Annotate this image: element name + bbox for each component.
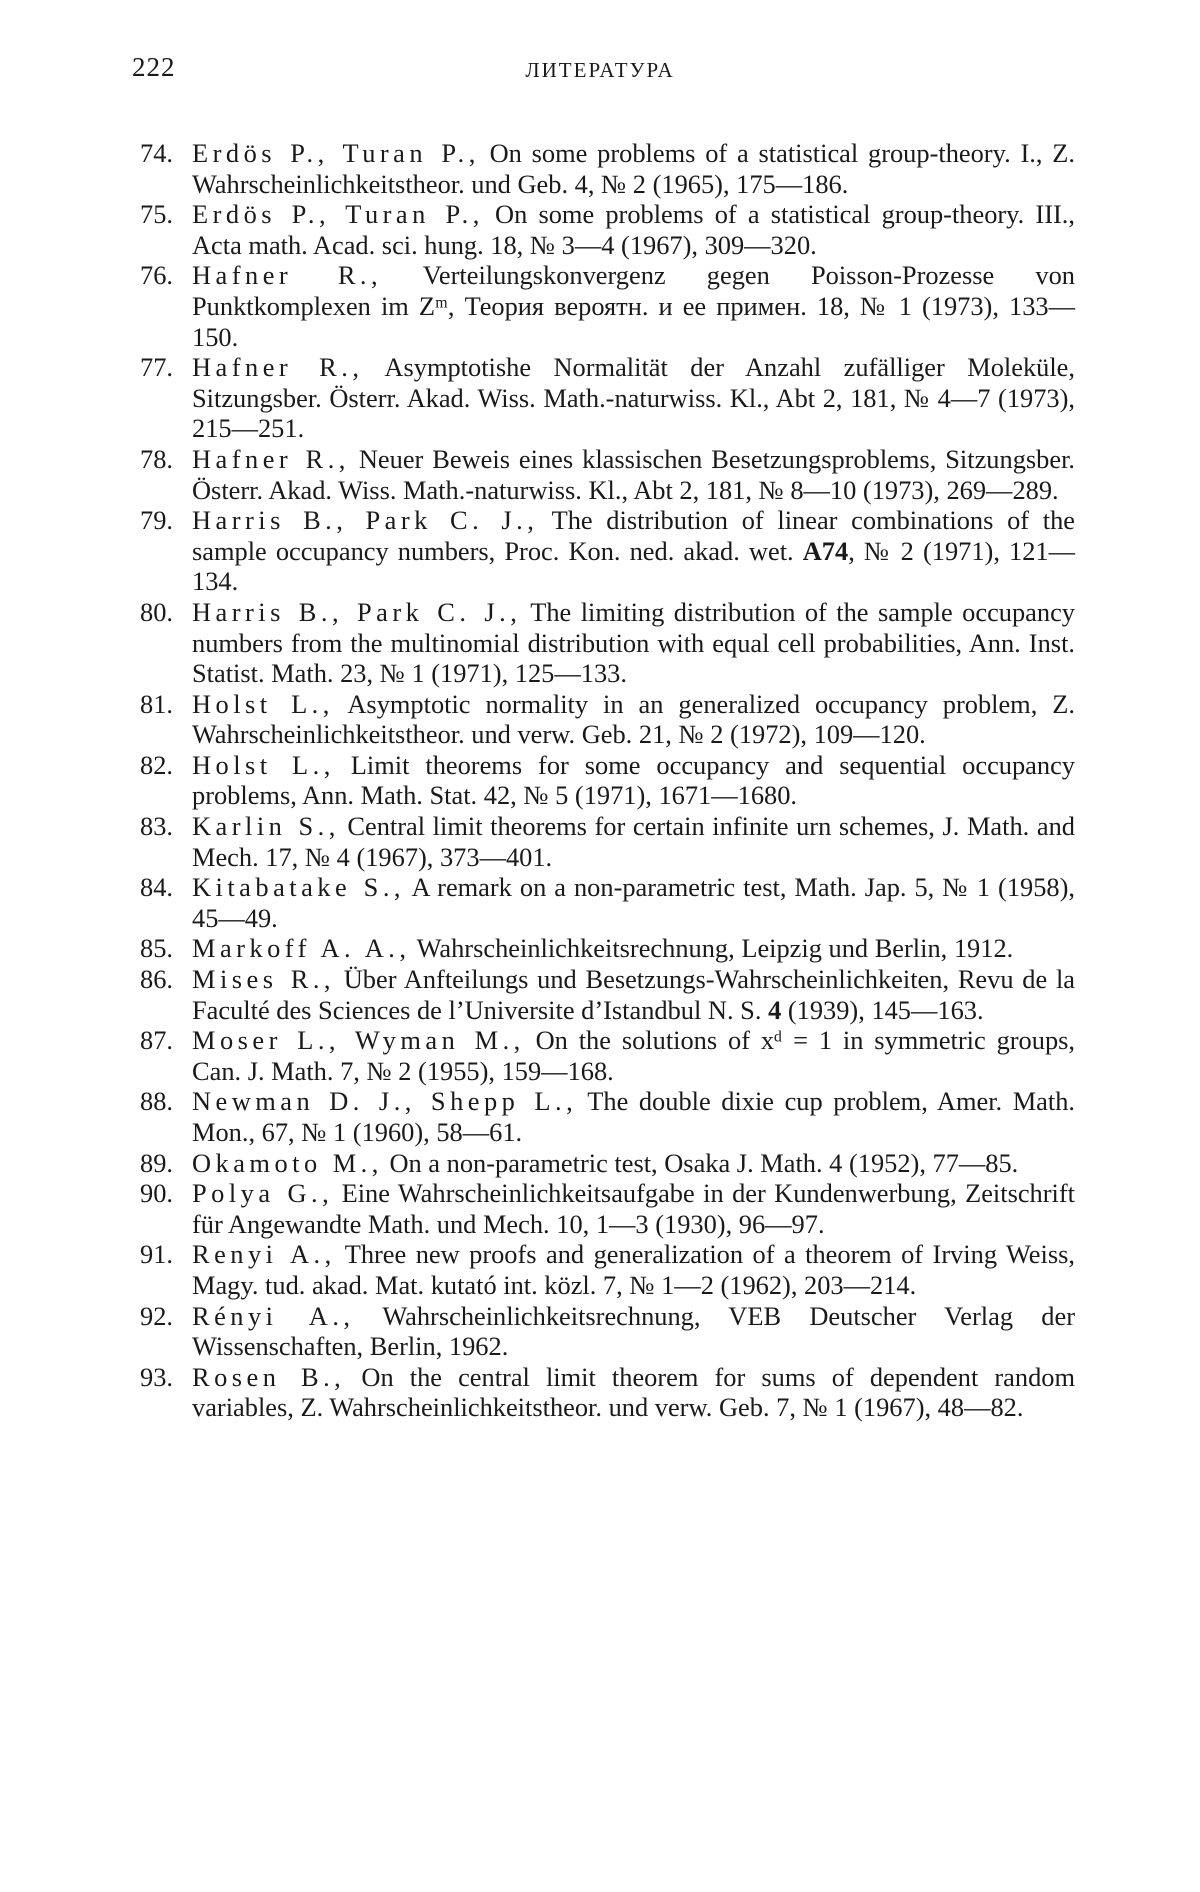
reference-volume: A74 (802, 535, 849, 566)
page-header (130, 52, 1070, 92)
reference-text: Asymptotic normality in an generalized occupancy problem, Z. Wahrscheinlichkeitstheor. und verw. Geb. 21, № 2 (1972), 109—120. (192, 688, 1075, 750)
running-title: ЛИТЕРАТУРА (525, 58, 675, 82)
reference-number: 89. (140, 1147, 173, 1178)
reference-number: 93. (140, 1361, 173, 1392)
reference-item (140, 811, 1075, 872)
reference-number: 76. (140, 260, 173, 291)
reference-authors: Hafner R., (192, 260, 383, 291)
reference-text: Wahrscheinlichkeitsrechnung, Leipzig und Berlin, 1912. (410, 933, 1014, 964)
reference-text: , № 2 (1971), 121—134. (192, 535, 1076, 597)
reference-authors: Rényi A., (192, 1300, 355, 1331)
reference-volume: 4 (768, 994, 782, 1025)
reference-authors: Okamoto M., (192, 1147, 383, 1178)
reference-authors: Rosen B., (192, 1361, 346, 1392)
reference-text: Eine Wahrscheinlichkeitsaufgabe in der Kundenwerbung, Zeitschrift für Angewandte Math. und Mech. 10, 1—3 (1930), 96—97. (192, 1178, 1075, 1239)
reference-number: 75. (140, 199, 173, 230)
reference-text: Über Anfteilungs und Besetzungs-Wahrscheinlichkeiten, Revu de la Faculté des Sciences de l’Universite d’Istandbul N. S. (192, 964, 1075, 1025)
reference-list (140, 138, 1075, 1423)
reference-number: 74. (140, 138, 173, 168)
reference-item (140, 505, 1075, 597)
reference-text: Neuer Beweis eines klassischen Besetzungsproblems, Sitzungsber. Österr. Akad. Wiss. Math.-naturwiss. Kl., Abt 2, 181, № 8—10 (1973), 269—289. (192, 443, 1075, 505)
reference-item (140, 138, 1075, 199)
reference-text: On some problems of a statistical group-theory. III., Acta math. Acad. sci. hung. 18, № 3—4 (1967), 309—320. (192, 199, 1075, 260)
reference-item (140, 1025, 1075, 1086)
reference-item (140, 872, 1075, 933)
reference-item (140, 260, 1075, 352)
reference-authors: Markoff A. A., (192, 933, 411, 964)
reference-item (140, 1301, 1075, 1362)
reference-item (140, 1178, 1075, 1239)
reference-text: Asymptotishe Normalität der Anzahl zufälliger Moleküle, Sitzungsber. Österr. Akad. Wiss. Math.-naturwiss. Kl., Abt 2, 181, № 4—7 (1973), 215—251. (192, 352, 1075, 444)
reference-item (140, 689, 1075, 750)
reference-authors: Holst L., (192, 688, 334, 719)
reference-text: (1939), 145—163. (781, 994, 984, 1025)
reference-number: 92. (140, 1300, 173, 1331)
reference-text: Three new proofs and generalization of a theorem of Irving Weiss, Magy. tud. akad. Mat. kutató int. közl. 7, № 1—2 (1962), 203—214. (192, 1239, 1075, 1300)
reference-number: 81. (140, 688, 173, 719)
reference-item (140, 1362, 1075, 1423)
reference-authors: Renyi A., (192, 1239, 336, 1270)
reference-authors: Hafner R., (192, 352, 364, 383)
reference-authors: Mises R., (192, 964, 335, 995)
reference-text: On the solutions of xᵈ = 1 in symmetric groups, Can. J. Math. 7, № 2 (1955), 159—168. (192, 1025, 1076, 1086)
reference-item (140, 199, 1075, 260)
reference-text: Wahrscheinlichkeitsrechnung, VEB Deutscher Verlag der Wissenschaften, Berlin, 1962. (192, 1300, 1076, 1362)
reference-text: The distribution of linear combinations of the sample occupancy numbers, Proc. Kon. ned. akad. wet. (192, 505, 1075, 566)
reference-item (140, 352, 1075, 444)
reference-authors: Moser L., Wyman M., (192, 1025, 525, 1056)
reference-number: 79. (140, 505, 173, 536)
reference-text: The limiting distribution of the sample occupancy numbers from the multinomial distribution with equal cell probabilities, Ann. Inst. Statist. Math. 23, № 1 (1971), 125—133. (192, 596, 1075, 689)
reference-number: 77. (140, 352, 173, 383)
reference-text: On a non-parametric test, Osaka J. Math. 4 (1952), 77—85. (382, 1147, 1019, 1178)
reference-item (140, 1239, 1075, 1300)
reference-authors: Newman D. J., Shepp L., (192, 1086, 578, 1117)
reference-item (140, 1086, 1075, 1147)
reference-item (140, 964, 1075, 1025)
reference-authors: Erdös P., Turan P., (192, 199, 484, 230)
reference-text: A remark on a non-parametric test, Math. Jap. 5, № 1 (1958), 45—49. (192, 872, 1075, 933)
reference-number: 85. (140, 933, 173, 964)
reference-authors: Kitabatake S., (192, 872, 406, 903)
reference-number: 91. (140, 1239, 173, 1270)
reference-text: Central limit theorems for certain infinite urn schemes, J. Math. and Mech. 17, № 4 (1967), 373—401. (192, 811, 1075, 872)
reference-authors: Harris B., Park C. J., (192, 505, 539, 536)
reference-number: 88. (140, 1086, 173, 1117)
reference-text: On the central limit theorem for sums of dependent random variables, Z. Wahrscheinlichkeitstheor. und verw. Geb. 7, № 1 (1967), 48—82. (192, 1361, 1076, 1423)
reference-authors: Polya G., (192, 1178, 334, 1209)
reference-authors: Holst L., (192, 749, 335, 780)
reference-number: 87. (140, 1025, 173, 1056)
page-number: 222 (132, 52, 176, 82)
reference-authors: Karlin S., (192, 811, 340, 842)
reference-number: 78. (140, 443, 173, 474)
reference-number: 82. (140, 749, 173, 780)
reference-item (140, 750, 1075, 811)
reference-item (140, 1148, 1075, 1179)
reference-item (140, 597, 1075, 689)
reference-text: Limit theorems for some occupancy and sequential occupancy problems, Ann. Math. Stat. 42, № 5 (1971), 1671—1680. (192, 749, 1075, 811)
reference-text: On some problems of a statistical group-theory. I., Z. Wahrscheinlichkeitstheor. und Geb. 4, № 2 (1965), 175—186. (192, 138, 1075, 199)
reference-item (140, 444, 1075, 505)
reference-item (140, 933, 1075, 964)
reference-number: 90. (140, 1178, 173, 1209)
reference-number: 86. (140, 964, 173, 995)
reference-authors: Harris B., Park C. J., (192, 596, 522, 627)
reference-number: 80. (140, 596, 173, 627)
reference-authors: Erdös P., Turan P., (192, 138, 480, 168)
reference-number: 84. (140, 872, 173, 903)
reference-text: The double dixie cup problem, Amer. Math. Mon., 67, № 1 (1960), 58—61. (192, 1086, 1075, 1147)
reference-authors: Hafner R., (192, 443, 350, 474)
reference-text: Verteilungskonvergenz gegen Poisson-Prozesse von Punktkomplexen im Zᵐ, Теория вероятн. и ее примен. 18, № 1 (1973), 133—150. (192, 260, 1075, 352)
reference-number: 83. (140, 811, 173, 842)
